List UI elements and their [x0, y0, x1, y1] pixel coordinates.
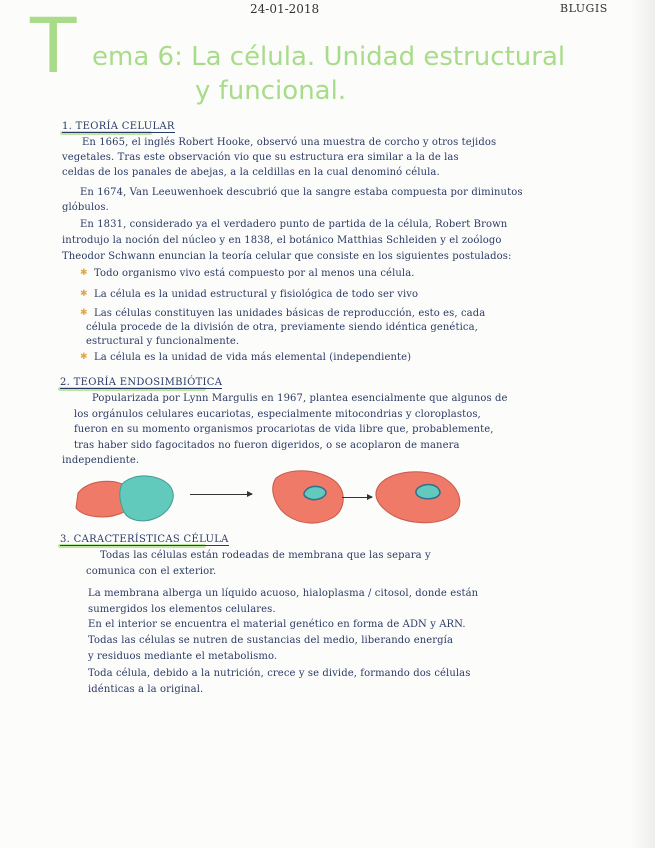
text-line: En 1665, el inglés Robert Hooke, observó una muestra de corcho y otros tejidos: [82, 137, 497, 148]
text-line: los orgánulos celulares eucariotas, especialmente mitocondrias y cloroplastos,: [74, 409, 481, 420]
eukaryotic-cell: [376, 472, 460, 523]
text-line: glóbulos.: [62, 202, 109, 213]
text-line: idénticas a la original.: [88, 684, 204, 695]
text-line: En 1674, Van Leeuwenhoek descubrió que la sangre estaba compuesta por diminutos: [80, 187, 523, 198]
text-line: celdas de los panales de abejas, a la celdillas en la cual denominó célula.: [62, 167, 440, 178]
text-line: comunica con el exterior.: [86, 566, 217, 577]
title-initial: T: [30, 1, 77, 90]
text-line: introdujo la noción del núcleo y en 1838, el botánico Matthias Schleiden y el zoólogo: [62, 235, 502, 246]
bullet-star-icon: ✱: [80, 289, 88, 299]
bullet-item-continuation: estructural y funcionalmente.: [86, 336, 240, 347]
bullet-star-icon: ✱: [80, 268, 88, 278]
text-line: La membrana alberga un líquido acuoso, hialoplasma / citosol, donde están: [88, 588, 479, 599]
text-line: En 1831, considerado ya el verdadero punto de partida de la célula, Robert Brown: [80, 219, 508, 230]
text-line: Todas las células están rodeadas de membrana que las separa y: [100, 550, 431, 561]
bacterium-teal: [120, 476, 173, 521]
text-line: fueron en su momento organismos procariotas de vida libre que, probablemente,: [74, 424, 494, 435]
bullet-star-icon: ✱: [80, 352, 88, 362]
bullet-item: Todo organismo vivo está compuesto por al menos una célula.: [94, 268, 415, 279]
bullet-item: La célula es la unidad de vida más elemental (independiente): [94, 352, 412, 363]
text-line: sumergidos los elementos celulares.: [88, 604, 276, 615]
title-line-1: ema 6: La célula. Unidad estructural: [92, 42, 566, 72]
bullet-item: La célula es la unidad estructural y fisiológica de todo ser vivo: [94, 289, 419, 300]
page-date: 24-01-2018: [250, 2, 320, 16]
bullet-item: Las células constituyen las unidades básicas de reproducción, esto es, cada: [94, 308, 486, 319]
text-line: tras haber sido fagocitados no fueron digeridos, o se acoplaron de manera: [74, 440, 460, 451]
text-line: Toda célula, debido a la nutrición, crece y se divide, formando dos células: [88, 668, 471, 679]
text-line: Popularizada por Lynn Margulis en 1967, plantea esencialmente que algunos de: [92, 393, 508, 404]
bullet-star-icon: ✱: [80, 308, 88, 318]
text-line: Todas las células se nutren de sustancias del medio, liberando energía: [88, 635, 454, 646]
text-line: vegetales. Tras este observación vio que su estructura era similar a la de las: [62, 152, 459, 163]
section-heading-1: 1. TEORÍA CELULAR: [62, 121, 175, 132]
host-cell-red: [76, 481, 124, 517]
text-line: En el interior se encuentra el material genético en forma de ADN y ARN.: [88, 619, 466, 630]
text-line: independiente.: [62, 455, 140, 466]
text-line: Theodor Schwann enuncian la teoría celular que consiste en los siguientes postulados:: [62, 251, 512, 262]
mitochondrion-organelle: [416, 485, 440, 499]
arrow-right-icon: [342, 497, 372, 498]
section-heading-3: 3. CARACTERÍSTICAS CÉLULA: [60, 534, 229, 545]
text-line: y residuos mediante el metabolismo.: [88, 651, 278, 662]
section-heading-2: 2. TEORÍA ENDOSIMBIÓTICA: [60, 377, 223, 388]
title-line-2: y funcional.: [195, 76, 347, 106]
author-name: BLUGIS: [560, 2, 608, 15]
bullet-item-continuation: célula procede de la división de otra, previamente siendo idéntica genética,: [86, 322, 478, 333]
engulfed-organelle: [304, 486, 326, 499]
arrow-right-icon: [190, 494, 252, 495]
